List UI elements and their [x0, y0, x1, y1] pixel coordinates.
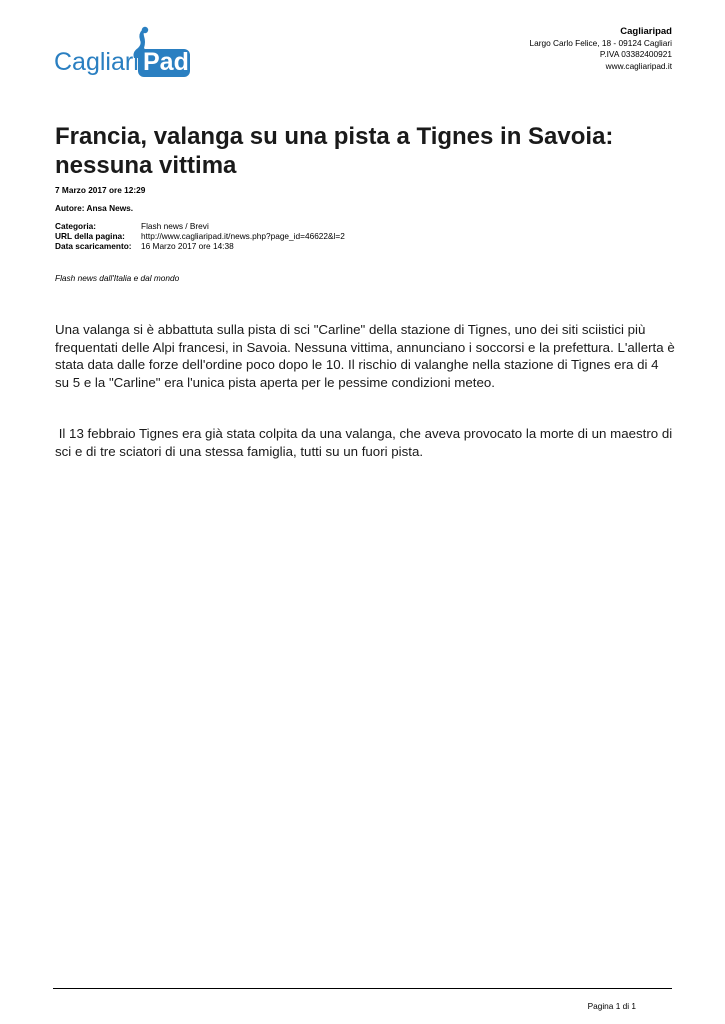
page-number: Pagina 1 di 1 [587, 1001, 636, 1011]
company-name: Cagliaripad [620, 26, 672, 37]
article-paragraph: Il 13 febbraio Tignes era già stata colpita da una valanga, che aveva provocato la morte di un maestro di sci e di tre sciatori di una stessa famiglia, tutti su un fuori pista. [55, 426, 676, 459]
article-author: Autore: Ansa News. [55, 203, 134, 213]
footer-divider [53, 988, 672, 989]
article-title: Francia, valanga su una pista a Tignes in Savoia: nessuna vittima [55, 123, 614, 179]
company-vat: P.IVA 03382400921 [599, 49, 672, 59]
info-value: Flash news / Brevi [141, 221, 209, 231]
info-row-category [55, 221, 345, 231]
info-label: Categoria: [55, 221, 97, 231]
logo-graphic [50, 22, 192, 84]
company-website: www.cagliaripad.it [605, 60, 672, 71]
info-label: URL della pagina: [55, 231, 125, 241]
company-address: Largo Carlo Felice, 18 - 09124 Cagliari [529, 37, 672, 48]
page-url-link[interactable]: http://www.cagliaripad.it/news.php?page_id=46622&l=2 [141, 231, 345, 241]
info-row-url [55, 231, 345, 241]
section-label: Flash news dall'Italia e dal mondo [55, 273, 180, 283]
info-label: Data scaricamento: [55, 241, 132, 251]
article-date: 7 Marzo 2017 ore 12:29 [55, 185, 146, 195]
article-body [55, 321, 675, 494]
company-info [529, 26, 672, 72]
svg-text:Pad: Pad [143, 48, 189, 76]
article-paragraph: Una valanga si è abbattuta sulla pista di sci "Carline" della stazione di Tignes, uno dei siti sciistici più frequentati delle Alpi francesi, in Savoia. Nessuna vittima, annunciano i soccorsi e la prefettura. L'allerta è stata data dalle forze dell'ordine poco dopo le 10. Il rischio di valanghe nella stazione di Tignes era di 4 su 5 e la "Carline" era l'unica pista aperta per le pessime condizioni meteo. [55, 322, 675, 390]
info-row-download-date [55, 241, 345, 251]
article-info [55, 221, 345, 251]
info-value: 16 Marzo 2017 ore 14:38 [141, 241, 234, 251]
svg-text:Cagliari: Cagliari [54, 48, 139, 76]
cagliaripad-logo [50, 22, 192, 84]
